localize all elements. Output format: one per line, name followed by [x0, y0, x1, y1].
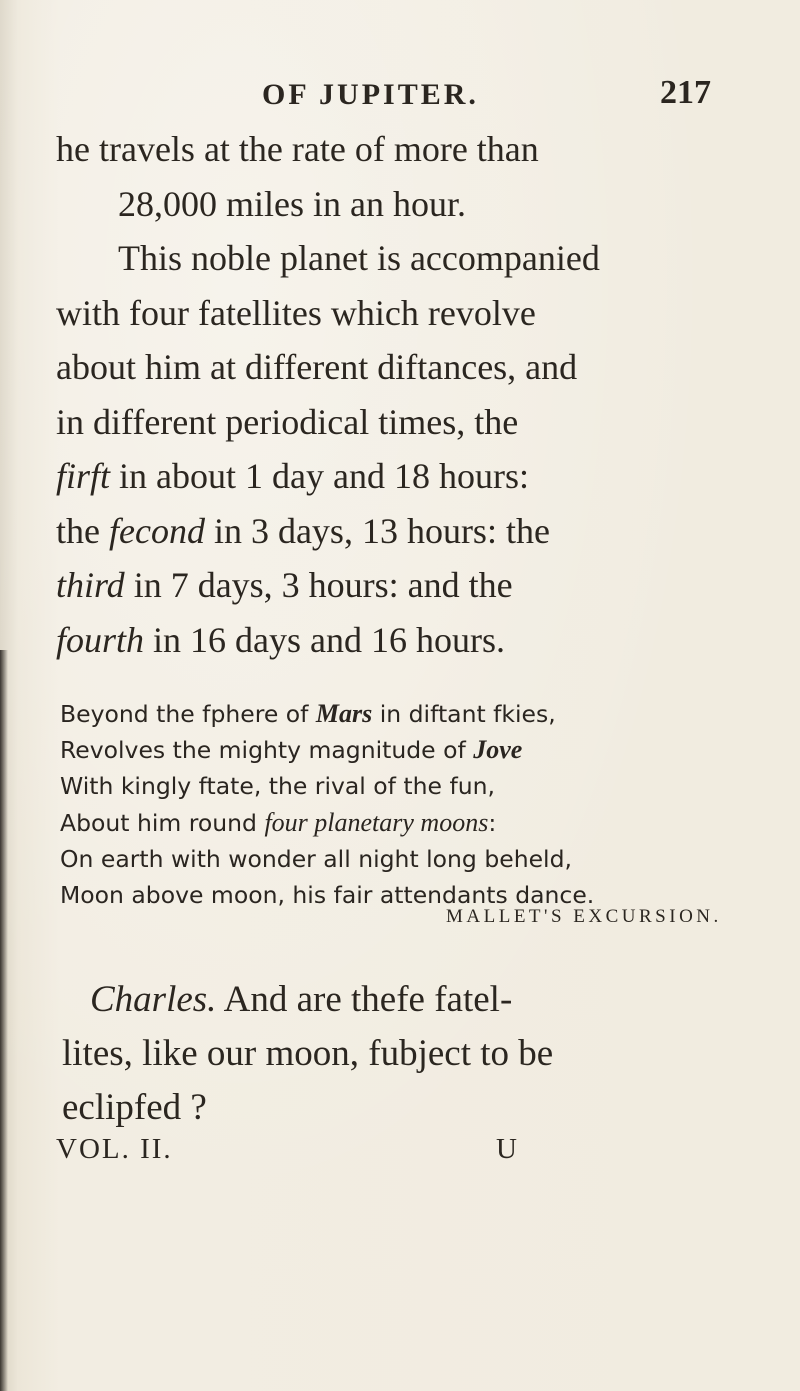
italic-word: fecond — [108, 510, 205, 551]
page-footer — [56, 1133, 756, 1173]
verse-quotation — [60, 696, 780, 913]
verse-line — [60, 732, 780, 768]
body-text — [56, 122, 776, 667]
text-fragment: in 16 days and 16 hours. — [144, 619, 505, 660]
text-fragment: About him round — [60, 808, 265, 837]
text-fragment: in 7 days, 3 hours: and the — [124, 565, 513, 605]
text-fragment: : — [488, 808, 497, 837]
text-fragment: in 3 days, 13 hours: the — [204, 510, 550, 551]
binding-shadow — [0, 650, 8, 1391]
text-line — [56, 504, 776, 559]
speaker-name: Charles. — [90, 979, 217, 1020]
italic-word: Mars — [315, 699, 373, 728]
verse-attribution: MALLET'S EXCURSION. — [446, 906, 722, 927]
text-fragment: Beyond the fphere of — [60, 700, 316, 728]
text-line: 28,000 miles in an hour. — [118, 183, 466, 224]
verse-line — [60, 696, 780, 732]
italic-word: Jove — [473, 735, 523, 765]
signature-mark: U — [496, 1133, 519, 1165]
verse-line: Moon above moon, his fair attendants dance. — [60, 881, 595, 910]
text-fragment: the — [56, 510, 109, 551]
page-number: 217 — [660, 74, 711, 111]
verse-line: On earth with wonder all night long beheld, — [60, 844, 572, 873]
volume-label: VOL. II. — [56, 1133, 173, 1165]
text-line — [56, 558, 776, 613]
text-line — [56, 613, 776, 668]
text-line: about him at different diftances, and — [56, 347, 578, 387]
text-line — [56, 449, 776, 504]
italic-word: firft — [56, 456, 111, 496]
running-head — [262, 74, 792, 118]
text-line — [62, 973, 782, 1027]
italic-word: fourth — [56, 619, 145, 660]
text-line: lites, like our moon, fubject to be — [62, 1033, 554, 1074]
text-fragment: in about 1 day and 18 hours: — [110, 456, 529, 496]
text-line: eclipfed ? — [62, 1087, 207, 1128]
italic-word: third — [56, 565, 125, 605]
running-head-title: OF JUPITER. — [262, 78, 479, 111]
text-fragment: in diftant fkies, — [372, 700, 556, 728]
text-line: This noble planet is accompanied — [118, 238, 600, 278]
dialogue-text — [62, 973, 782, 1135]
text-line: in different periodical times, the — [56, 401, 519, 442]
text-line: he travels at the rate of more than — [56, 129, 539, 169]
italic-word: four planetary moons — [264, 807, 489, 837]
text-fragment: And are thefe fatel- — [216, 979, 513, 1020]
verse-line — [60, 805, 780, 841]
text-line: with four fatellites which revolve — [56, 292, 536, 333]
verse-line: With kingly ftate, the rival of the fun, — [60, 772, 495, 801]
text-fragment: Revolves the mighty magnitude of — [60, 736, 474, 765]
